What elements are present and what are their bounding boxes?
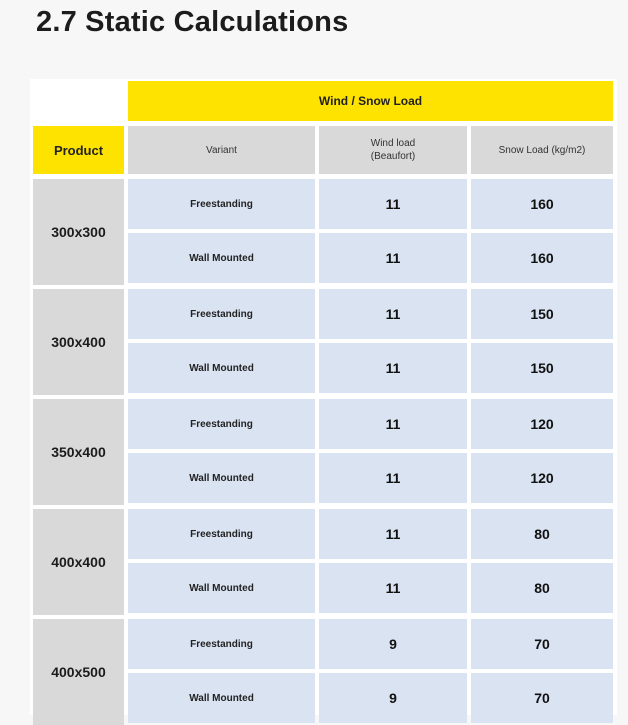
variant-cell: Freestanding xyxy=(128,619,315,669)
wind-load-cell: 11 xyxy=(319,509,467,559)
product-cell: 350x400 xyxy=(33,399,124,505)
snow-load-cell: 150 xyxy=(471,343,613,393)
snow-load-cell: 80 xyxy=(471,563,613,613)
static-calculations-table xyxy=(30,79,617,715)
variant-cell: Wall Mounted xyxy=(128,453,315,503)
variant-cell: Wall Mounted xyxy=(128,343,315,393)
snow-load-cell: 160 xyxy=(471,179,613,229)
product-cell: 300x400 xyxy=(33,289,124,395)
wind-load-cell: 11 xyxy=(319,179,467,229)
variant-cell: Freestanding xyxy=(128,509,315,559)
product-cell: 400x400 xyxy=(33,509,124,615)
snow-load-cell: 150 xyxy=(471,289,613,339)
variant-cell: Freestanding xyxy=(128,179,315,229)
snow-load-cell: 120 xyxy=(471,453,613,503)
variant-cell: Freestanding xyxy=(128,289,315,339)
variant-header: Variant xyxy=(128,126,315,174)
snow-load-cell: 160 xyxy=(471,233,613,283)
variant-cell: Freestanding xyxy=(128,399,315,449)
wind-load-cell: 11 xyxy=(319,453,467,503)
snow-load-cell: 70 xyxy=(471,619,613,669)
variant-cell: Wall Mounted xyxy=(128,673,315,723)
product-cell: 300x300 xyxy=(33,179,124,285)
variant-cell: Wall Mounted xyxy=(128,563,315,613)
wind-load-cell: 11 xyxy=(319,563,467,613)
wind-load-cell: 11 xyxy=(319,343,467,393)
wind-load-header: Wind load (Beaufort) xyxy=(319,126,467,174)
wind-load-cell: 9 xyxy=(319,673,467,723)
wind-load-cell: 9 xyxy=(319,619,467,669)
snow-load-cell: 80 xyxy=(471,509,613,559)
product-cell: 400x500 xyxy=(33,619,124,725)
product-header: Product xyxy=(33,126,124,174)
wind-load-cell: 11 xyxy=(319,233,467,283)
wind-load-cell: 11 xyxy=(319,399,467,449)
variant-cell: Wall Mounted xyxy=(128,233,315,283)
snow-load-cell: 120 xyxy=(471,399,613,449)
snow-load-header: Snow Load (kg/m2) xyxy=(471,126,613,174)
wind-load-cell: 11 xyxy=(319,289,467,339)
snow-load-cell: 70 xyxy=(471,673,613,723)
wind-snow-load-header: Wind / Snow Load xyxy=(128,81,613,121)
page-title: 2.7 Static Calculations xyxy=(36,6,349,38)
